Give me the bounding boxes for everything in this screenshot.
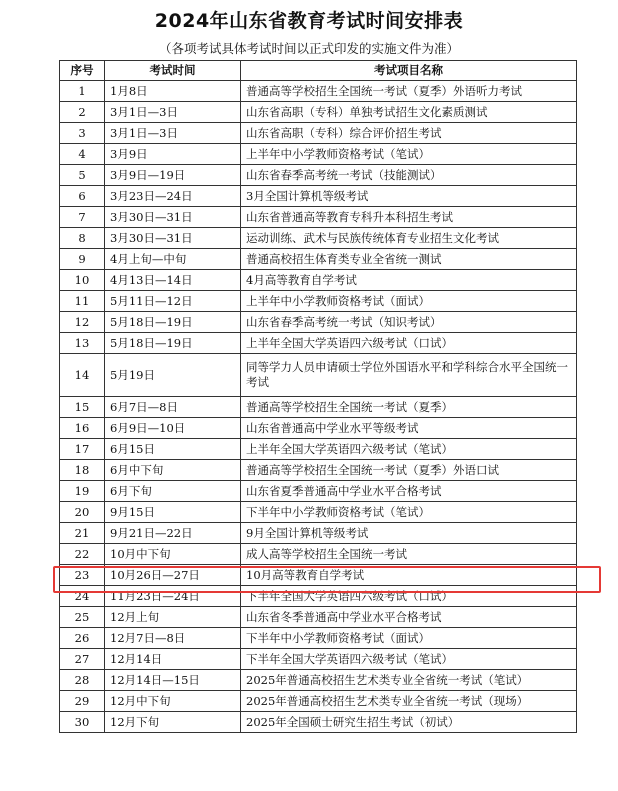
cell-serial-number: 10 <box>60 270 105 291</box>
table-row <box>60 228 577 249</box>
cell-exam-name: 普通高等学校招生全国统一考试（夏季）外语口试 <box>241 460 577 481</box>
cell-exam-name: 下半年全国大学英语四六级考试（笔试） <box>241 649 577 670</box>
cell-serial-number: 11 <box>60 291 105 312</box>
cell-exam-time: 3月23日—24日 <box>105 186 241 207</box>
cell-exam-name: 山东省春季高考统一考试（技能测试） <box>241 165 577 186</box>
table-row <box>60 460 577 481</box>
table-row <box>60 439 577 460</box>
header-exam-name: 考试项目名称 <box>241 61 577 81</box>
table-row <box>60 312 577 333</box>
cell-exam-name: 普通高等学校招生全国统一考试（夏季） <box>241 397 577 418</box>
cell-exam-time: 12月7日—8日 <box>105 628 241 649</box>
cell-serial-number: 21 <box>60 523 105 544</box>
cell-serial-number: 26 <box>60 628 105 649</box>
table-row <box>60 397 577 418</box>
table-row <box>60 628 577 649</box>
table-row <box>60 712 577 733</box>
cell-exam-time: 6月7日—8日 <box>105 397 241 418</box>
cell-exam-time: 3月9日—19日 <box>105 165 241 186</box>
cell-serial-number: 1 <box>60 81 105 102</box>
cell-serial-number: 4 <box>60 144 105 165</box>
cell-exam-name: 山东省春季高考统一考试（知识考试） <box>241 312 577 333</box>
table-row <box>60 649 577 670</box>
cell-exam-name: 山东省普通高中学业水平等级考试 <box>241 418 577 439</box>
cell-serial-number: 28 <box>60 670 105 691</box>
cell-exam-name: 2025年普通高校招生艺术类专业全省统一考试（现场） <box>241 691 577 712</box>
table-row <box>60 291 577 312</box>
table-row <box>60 102 577 123</box>
cell-exam-time: 6月15日 <box>105 439 241 460</box>
cell-serial-number: 24 <box>60 586 105 607</box>
cell-serial-number: 13 <box>60 333 105 354</box>
cell-exam-time: 6月9日—10日 <box>105 418 241 439</box>
cell-exam-name: 成人高等学校招生全国统一考试 <box>241 544 577 565</box>
cell-serial-number: 23 <box>60 565 105 586</box>
cell-exam-time: 3月30日—31日 <box>105 207 241 228</box>
table-row <box>60 691 577 712</box>
cell-serial-number: 25 <box>60 607 105 628</box>
cell-serial-number: 30 <box>60 712 105 733</box>
cell-exam-time: 4月13日—14日 <box>105 270 241 291</box>
cell-exam-time: 3月1日—3日 <box>105 123 241 144</box>
table-row <box>60 249 577 270</box>
cell-exam-time: 5月18日—19日 <box>105 333 241 354</box>
cell-exam-time: 4月上旬—中旬 <box>105 249 241 270</box>
cell-exam-name: 下半年全国大学英语四六级考试（口试） <box>241 586 577 607</box>
cell-serial-number: 19 <box>60 481 105 502</box>
table-row <box>60 607 577 628</box>
table-row <box>60 418 577 439</box>
cell-exam-name: 山东省普通高等教育专科升本科招生考试 <box>241 207 577 228</box>
cell-exam-name: 10月高等教育自学考试 <box>241 565 577 586</box>
cell-exam-time: 3月1日—3日 <box>105 102 241 123</box>
table-row <box>60 165 577 186</box>
table-body <box>60 81 577 733</box>
cell-serial-number: 18 <box>60 460 105 481</box>
cell-exam-time: 6月中下旬 <box>105 460 241 481</box>
cell-exam-name: 上半年中小学教师资格考试（面试） <box>241 291 577 312</box>
table-row <box>60 270 577 291</box>
cell-exam-name: 普通高等学校招生全国统一考试（夏季）外语听力考试 <box>241 81 577 102</box>
cell-exam-time: 6月下旬 <box>105 481 241 502</box>
cell-exam-name: 下半年中小学教师资格考试（面试） <box>241 628 577 649</box>
cell-exam-time: 12月上旬 <box>105 607 241 628</box>
cell-exam-name: 4月高等教育自学考试 <box>241 270 577 291</box>
cell-exam-time: 10月中下旬 <box>105 544 241 565</box>
table-row <box>60 81 577 102</box>
cell-exam-name: 2025年全国硕士研究生招生考试（初试） <box>241 712 577 733</box>
cell-serial-number: 7 <box>60 207 105 228</box>
cell-serial-number: 6 <box>60 186 105 207</box>
cell-exam-name: 上半年全国大学英语四六级考试（笔试） <box>241 439 577 460</box>
table-row <box>60 207 577 228</box>
exam-schedule-table <box>59 60 577 733</box>
page-subtitle: （各项考试具体考试时间以正式印发的实施文件为准） <box>158 41 459 56</box>
cell-serial-number: 12 <box>60 312 105 333</box>
cell-serial-number: 29 <box>60 691 105 712</box>
cell-exam-time: 3月9日 <box>105 144 241 165</box>
cell-exam-name: 下半年中小学教师资格考试（笔试） <box>241 502 577 523</box>
cell-exam-time: 12月中下旬 <box>105 691 241 712</box>
table-header-row <box>60 61 577 81</box>
cell-serial-number: 17 <box>60 439 105 460</box>
table-row-highlighted <box>60 544 577 565</box>
cell-exam-time: 5月19日 <box>105 354 241 397</box>
cell-exam-time: 11月23日—24日 <box>105 586 241 607</box>
cell-exam-name: 山东省高职（专科）综合评价招生考试 <box>241 123 577 144</box>
cell-exam-time: 9月21日—22日 <box>105 523 241 544</box>
header-exam-time: 考试时间 <box>105 61 241 81</box>
cell-serial-number: 5 <box>60 165 105 186</box>
cell-exam-name: 3月全国计算机等级考试 <box>241 186 577 207</box>
table-row <box>60 123 577 144</box>
cell-serial-number: 2 <box>60 102 105 123</box>
cell-exam-time: 5月18日—19日 <box>105 312 241 333</box>
header-serial-number: 序号 <box>60 61 105 81</box>
table-row <box>60 502 577 523</box>
cell-exam-name: 普通高校招生体育类专业全省统一测试 <box>241 249 577 270</box>
cell-exam-time: 12月14日 <box>105 649 241 670</box>
cell-serial-number: 9 <box>60 249 105 270</box>
cell-exam-name: 上半年中小学教师资格考试（笔试） <box>241 144 577 165</box>
cell-exam-time: 12月14日—15日 <box>105 670 241 691</box>
cell-exam-name: 9月全国计算机等级考试 <box>241 523 577 544</box>
cell-serial-number: 3 <box>60 123 105 144</box>
cell-exam-name: 山东省夏季普通高中学业水平合格考试 <box>241 481 577 502</box>
cell-serial-number: 8 <box>60 228 105 249</box>
cell-serial-number: 14 <box>60 354 105 397</box>
table-row <box>60 354 577 397</box>
cell-exam-time: 12月下旬 <box>105 712 241 733</box>
cell-exam-name: 同等学力人员申请硕士学位外国语水平和学科综合水平全国统一考试 <box>241 354 577 397</box>
cell-exam-time: 9月15日 <box>105 502 241 523</box>
table-row <box>60 333 577 354</box>
cell-exam-name: 2025年普通高校招生艺术类专业全省统一考试（笔试） <box>241 670 577 691</box>
cell-exam-time: 3月30日—31日 <box>105 228 241 249</box>
cell-serial-number: 16 <box>60 418 105 439</box>
cell-exam-time: 5月11日—12日 <box>105 291 241 312</box>
table-row <box>60 670 577 691</box>
cell-exam-name: 山东省冬季普通高中学业水平合格考试 <box>241 607 577 628</box>
cell-serial-number: 22 <box>60 544 105 565</box>
table-row <box>60 523 577 544</box>
table-row <box>60 144 577 165</box>
cell-exam-name: 上半年全国大学英语四六级考试（口试） <box>241 333 577 354</box>
cell-serial-number: 27 <box>60 649 105 670</box>
cell-serial-number: 15 <box>60 397 105 418</box>
cell-exam-name: 运动训练、武术与民族传统体育专业招生文化考试 <box>241 228 577 249</box>
table-row <box>60 481 577 502</box>
cell-exam-time: 10月26日—27日 <box>105 565 241 586</box>
cell-exam-name: 山东省高职（专科）单独考试招生文化素质测试 <box>241 102 577 123</box>
cell-serial-number: 20 <box>60 502 105 523</box>
table-row <box>60 586 577 607</box>
page-title: 2024年山东省教育考试时间安排表 <box>154 10 464 32</box>
cell-exam-time: 1月8日 <box>105 81 241 102</box>
table-row <box>60 186 577 207</box>
table-row <box>60 565 577 586</box>
